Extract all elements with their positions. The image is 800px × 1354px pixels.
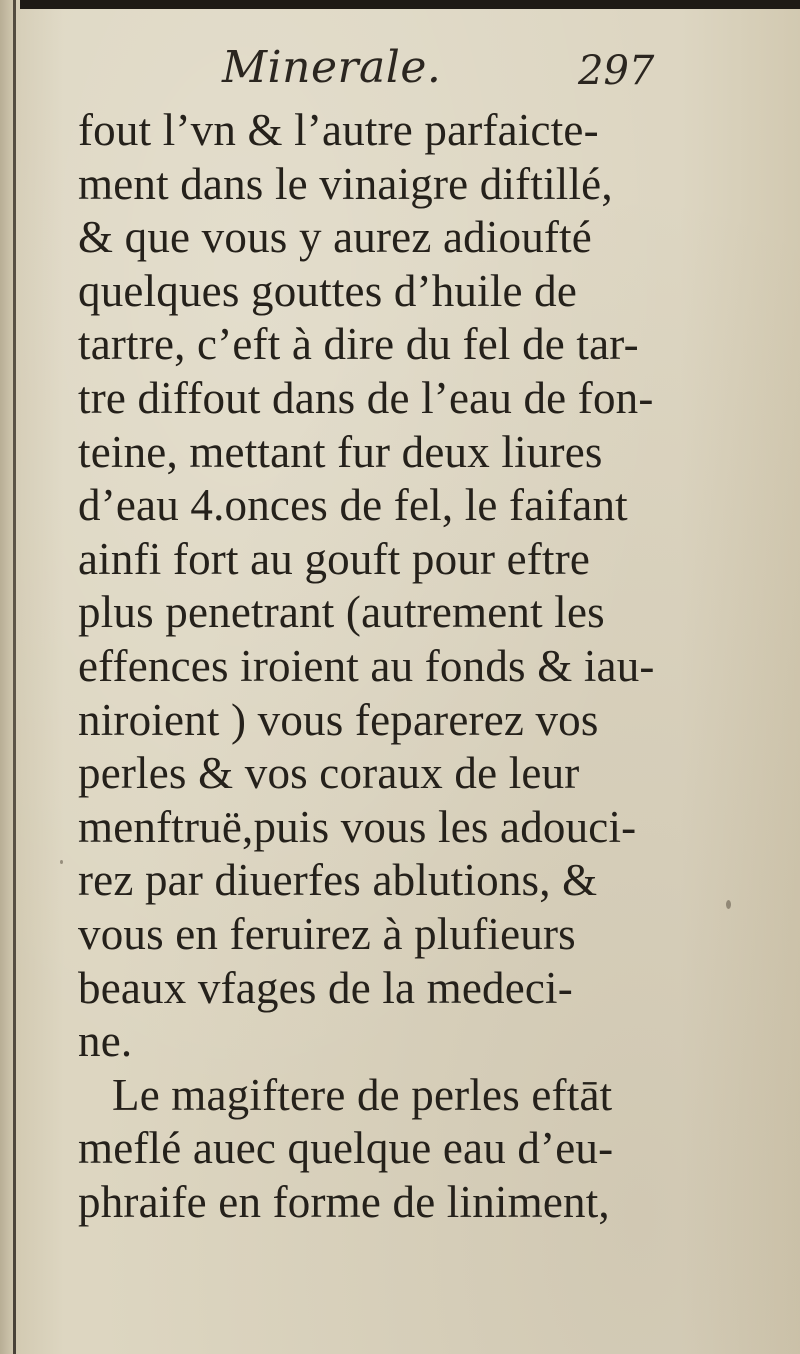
text-line: ment dans le vinaigre diftillé, — [78, 158, 613, 209]
text-line: beaux vfages de la medeci- — [78, 962, 573, 1013]
running-head: Minerale. — [222, 42, 442, 93]
text-line: meflé auec quelque eau d’eu- — [78, 1123, 614, 1174]
text-line: phraife en forme de liniment, — [78, 1176, 610, 1227]
text-line: effences iroient au fonds & iau- — [78, 640, 655, 691]
text-line: tartre, c’eft à dire du fel de tar- — [78, 319, 639, 370]
text-line: tre diffout dans de l’eau de fon- — [78, 372, 654, 423]
paragraph-start-line: Le magiftere de perles eftāt — [112, 1069, 613, 1120]
text-line: perles & vos coraux de leur — [78, 748, 580, 799]
text-line: menftruë,puis vous les adouci- — [78, 801, 637, 852]
text-line: d’eau 4.onces de fel, le faifant — [78, 480, 628, 531]
text-line: & que vous y aurez adioufté — [78, 212, 592, 263]
text-line: plus penetrant (autrement les — [78, 587, 605, 638]
text-line: quelques gouttes d’huile de — [78, 265, 578, 316]
binding-edge — [13, 0, 16, 1354]
text-line: ainfi fort au gouft pour eftre — [78, 533, 591, 584]
text-line: teine, mettant fur deux liures — [78, 426, 603, 477]
paper-speck — [60, 860, 63, 864]
page-top-edge — [20, 0, 800, 9]
text-line: niroient ) vous feparerez vos — [78, 694, 599, 745]
text-line: ne. — [78, 1016, 133, 1067]
body-text — [78, 104, 678, 1229]
binding-shadow — [0, 0, 13, 1354]
page-number: 297 — [578, 48, 655, 94]
page-header — [0, 36, 800, 96]
text-line: rez par diuerfes ablutions, & — [78, 855, 598, 906]
paper-speck — [726, 900, 731, 909]
text-line: vous en feruirez à plufieurs — [78, 908, 576, 959]
text-line: fout l’vn & l’autre parfaicte- — [78, 105, 599, 155]
